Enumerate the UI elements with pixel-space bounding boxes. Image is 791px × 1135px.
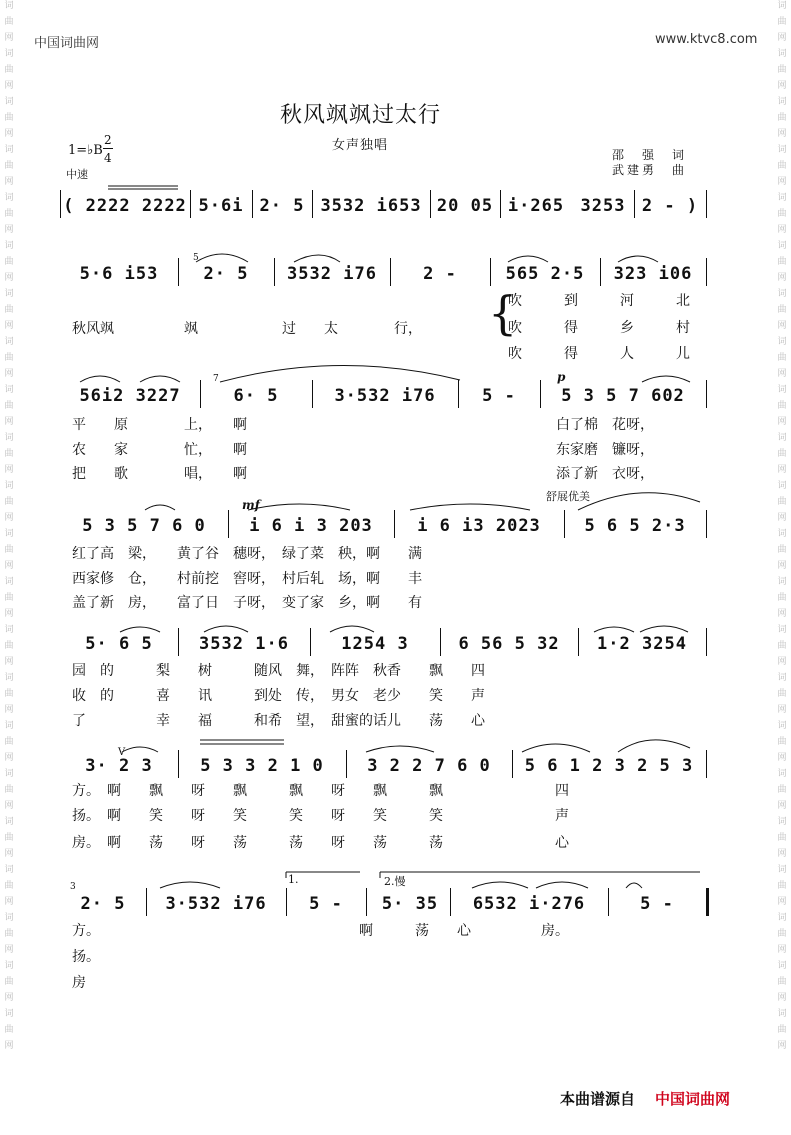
measure: 323 i06 xyxy=(613,264,693,284)
barline xyxy=(394,510,395,538)
watermark-char: 词 xyxy=(4,97,14,107)
lyric-row3-verse3: 盖了新 房， 富了日 子呀， 变了家 乡，啊 有 xyxy=(72,595,422,611)
measure: 1254 3 xyxy=(341,634,409,654)
watermark-char: 网 xyxy=(4,897,14,907)
time-signature-top: 2 xyxy=(104,133,112,147)
watermark-char: 曲 xyxy=(777,65,787,75)
lyric-row2-verse1-left: 平 原 上， 啊 xyxy=(72,417,247,433)
watermark-char: 词 xyxy=(4,673,14,683)
watermark-char: 曲 xyxy=(4,545,14,555)
watermark-char: 网 xyxy=(4,81,14,91)
barline xyxy=(430,190,431,218)
barline xyxy=(60,190,61,218)
barline xyxy=(178,628,179,656)
left-watermark-column xyxy=(2,0,16,1135)
watermark-char: 网 xyxy=(777,513,787,523)
watermark-char: 曲 xyxy=(4,305,14,315)
watermark-char: 网 xyxy=(4,513,14,523)
watermark-char: 曲 xyxy=(4,17,14,27)
watermark-char: 网 xyxy=(777,33,787,43)
measure: 6532 i·276 xyxy=(472,894,586,914)
slur xyxy=(248,504,350,510)
watermark-char: 曲 xyxy=(4,161,14,171)
slur xyxy=(160,882,220,888)
volta-second-ending: 2.慢 xyxy=(384,875,406,888)
watermark-char: 网 xyxy=(777,1041,787,1051)
watermark-char: 网 xyxy=(777,609,787,619)
watermark-char: 曲 xyxy=(777,17,787,27)
watermark-char: 曲 xyxy=(777,977,787,987)
measure: 3532 i653 xyxy=(320,196,422,216)
measure: 6 56 5 32 xyxy=(458,634,560,654)
lyric-row5-verse3: 房。 啊 荡 呀 荡 荡 呀 荡 荡 心 xyxy=(72,835,569,851)
slur xyxy=(80,376,120,382)
watermark-char: 词 xyxy=(777,913,787,923)
barline xyxy=(706,190,707,218)
measure: 5 6 5 2·3 xyxy=(584,516,686,536)
watermark-char: 网 xyxy=(4,753,14,763)
watermark-char: 曲 xyxy=(4,593,14,603)
watermark-char: 词 xyxy=(4,1,14,11)
watermark-char: 词 xyxy=(4,817,14,827)
watermark-char: 词 xyxy=(4,577,14,587)
lyric-row2-verse3-right: 添了新 衣呀， xyxy=(556,466,654,482)
watermark-char: 网 xyxy=(4,561,14,571)
watermark-char: 曲 xyxy=(777,641,787,651)
watermark-char: 曲 xyxy=(777,161,787,171)
expression-marking: 舒展优美 xyxy=(546,490,590,503)
watermark-char: 网 xyxy=(4,1041,14,1051)
watermark-char: 词 xyxy=(777,673,787,683)
barline xyxy=(706,628,707,656)
slur xyxy=(642,376,690,382)
watermark-char: 网 xyxy=(777,129,787,139)
watermark-char: 网 xyxy=(777,561,787,571)
watermark-char: 曲 xyxy=(777,305,787,315)
slur xyxy=(145,505,175,510)
slur xyxy=(536,882,588,888)
slur xyxy=(522,744,590,752)
barline xyxy=(286,888,287,916)
watermark-char: 词 xyxy=(4,481,14,491)
lyric-row5-verse2: 扬。 啊 笑 呀 笑 笑 呀 笑 笑 声 xyxy=(72,808,569,824)
measure: 3532 1·6 xyxy=(199,634,289,654)
watermark-char: 曲 xyxy=(777,449,787,459)
watermark-char: 曲 xyxy=(4,833,14,843)
measure: 5· 35 xyxy=(381,894,439,914)
barline xyxy=(228,510,229,538)
watermark-char: 网 xyxy=(4,177,14,187)
watermark-char: 词 xyxy=(777,1,787,11)
watermark-char: 词 xyxy=(4,49,14,59)
watermark-char: 曲 xyxy=(4,65,14,75)
watermark-char: 网 xyxy=(4,945,14,955)
watermark-char: 词 xyxy=(4,337,14,347)
lyric-row1-verse1: 吹 到 河 北 xyxy=(508,293,690,309)
barline xyxy=(178,258,179,286)
barline xyxy=(190,190,191,218)
watermark-char: 网 xyxy=(777,657,787,667)
watermark-char: 词 xyxy=(4,625,14,635)
barline xyxy=(312,380,313,408)
key-signature: 1=♭B xyxy=(68,143,103,158)
watermark-char: 曲 xyxy=(4,737,14,747)
barline xyxy=(706,258,707,286)
watermark-char: 曲 xyxy=(4,977,14,987)
lyric-row6-line2: 扬。 xyxy=(72,949,100,965)
barline xyxy=(512,750,513,778)
watermark-char: 网 xyxy=(777,945,787,955)
measure: 2· 5 xyxy=(259,196,305,216)
verse-brace: { xyxy=(488,286,518,340)
watermark-char: 网 xyxy=(4,321,14,331)
barline xyxy=(252,190,253,218)
barline xyxy=(458,380,459,408)
watermark-char: 曲 xyxy=(777,1025,787,1035)
watermark-char: 词 xyxy=(777,769,787,779)
slur xyxy=(140,376,180,382)
watermark-char: 网 xyxy=(777,705,787,715)
lyric-row2-verse2-left: 农 家 忙， 啊 xyxy=(72,442,247,458)
barline xyxy=(146,888,147,916)
slur xyxy=(330,626,374,632)
measure: 5 - xyxy=(482,386,516,406)
dynamic-mf: mf xyxy=(242,498,260,512)
lyric-row2-verse3-left: 把 歌 唱， 啊 xyxy=(72,466,247,482)
barline xyxy=(634,190,635,218)
barline xyxy=(366,888,367,916)
watermark-char: 网 xyxy=(777,225,787,235)
lyric-row1-main: 秋风飒 飒 过 太 行， xyxy=(72,321,422,337)
right-watermark-column xyxy=(775,0,789,1135)
lyric-row2-verse2-right: 东家磨 镰呀， xyxy=(556,442,654,458)
measure: i 6 i 3 203 xyxy=(249,516,373,536)
measure: 2· 5 xyxy=(80,894,126,914)
grace-note-5: 5 xyxy=(193,253,199,263)
watermark-char: 曲 xyxy=(777,257,787,267)
watermark-char: 曲 xyxy=(4,689,14,699)
slur xyxy=(594,627,634,632)
barline xyxy=(706,888,709,916)
watermark-char: 曲 xyxy=(4,401,14,411)
lyric-row4-verse1: 园 的 梨 树 随风 舞， 阵阵 秋香 飘 四 xyxy=(72,663,485,679)
measure: 5·6i xyxy=(198,196,244,216)
slur xyxy=(578,493,700,510)
barline xyxy=(440,628,441,656)
barline xyxy=(706,510,707,538)
watermark-char: 曲 xyxy=(4,209,14,219)
barline xyxy=(450,888,451,916)
time-signature-line xyxy=(103,148,113,149)
measure: 5 - xyxy=(640,894,674,914)
footer-brand[interactable]: 中国词曲网 xyxy=(655,1090,731,1108)
slur xyxy=(196,254,248,262)
watermark-char: 曲 xyxy=(777,785,787,795)
measure: 565 2·5 xyxy=(505,264,585,284)
watermark-char: 词 xyxy=(4,385,14,395)
watermark-char: 词 xyxy=(777,865,787,875)
watermark-char: 词 xyxy=(4,769,14,779)
watermark-char: 曲 xyxy=(4,881,14,891)
barline xyxy=(274,258,275,286)
watermark-char: 词 xyxy=(777,49,787,59)
watermark-char: 网 xyxy=(4,129,14,139)
watermark-char: 网 xyxy=(4,993,14,1003)
measure: 5 - xyxy=(309,894,343,914)
watermark-char: 词 xyxy=(4,433,14,443)
watermark-char: 曲 xyxy=(777,881,787,891)
measure: 5 3 5 7 602 xyxy=(561,386,685,406)
barline xyxy=(500,190,501,218)
slur xyxy=(410,504,530,510)
composer-credit: 武建勇 曲 xyxy=(612,163,688,177)
measure: 2 - xyxy=(423,264,457,284)
watermark-char: 词 xyxy=(777,1009,787,1019)
breath-mark: V xyxy=(118,747,126,758)
watermark-char: 网 xyxy=(4,801,14,811)
watermark-char: 词 xyxy=(4,289,14,299)
watermark-char: 网 xyxy=(777,369,787,379)
lyric-row5-verse1: 方。 啊 飘 呀 飘 飘 呀 飘 飘 四 xyxy=(72,783,569,799)
watermark-char: 词 xyxy=(4,1009,14,1019)
watermark-char: 词 xyxy=(4,913,14,923)
measure: 2 - ) xyxy=(641,196,699,216)
watermark-char: 曲 xyxy=(4,641,14,651)
watermark-char: 曲 xyxy=(777,545,787,555)
watermark-char: 网 xyxy=(4,33,14,43)
fermata xyxy=(626,883,642,888)
watermark-char: 曲 xyxy=(4,785,14,795)
lyric-row6-line3: 房 xyxy=(72,975,86,991)
barline xyxy=(312,190,313,218)
watermark-char: 词 xyxy=(4,865,14,875)
watermark-char: 词 xyxy=(777,577,787,587)
lyric-row2-verse1-right: 白了棉 花呀， xyxy=(556,417,654,433)
watermark-char: 网 xyxy=(4,657,14,667)
lyric-row3-verse1: 红了高 梁， 黄了谷 穗呀， 绿了菜 秧，啊 满 xyxy=(72,546,422,562)
watermark-char: 网 xyxy=(777,753,787,763)
watermark-char: 曲 xyxy=(777,833,787,843)
lyric-row4-verse2: 收 的 喜 讯 到处 传， 男女 老少 笑 声 xyxy=(72,688,485,704)
slur xyxy=(122,747,158,752)
watermark-char: 曲 xyxy=(4,1025,14,1035)
barline xyxy=(706,750,707,778)
slur xyxy=(640,626,688,632)
song-subtitle: 女声独唱 xyxy=(332,138,389,153)
watermark-char: 网 xyxy=(4,705,14,715)
measure: i 6 i3 2023 xyxy=(417,516,541,536)
measure: 3·532 i76 xyxy=(334,386,436,406)
watermark-char: 词 xyxy=(777,385,787,395)
watermark-char: 词 xyxy=(4,241,14,251)
time-signature-bottom: 4 xyxy=(104,151,112,165)
slur xyxy=(366,746,434,752)
measure: 1·2 3254 xyxy=(597,634,687,654)
watermark-char: 网 xyxy=(777,465,787,475)
watermark-char: 曲 xyxy=(777,497,787,507)
measure: 5·6 i53 xyxy=(79,264,159,284)
barline xyxy=(390,258,391,286)
footer-source xyxy=(560,1088,730,1109)
barline xyxy=(540,380,541,408)
watermark-char: 网 xyxy=(4,465,14,475)
slur xyxy=(508,256,548,262)
measure: 5 6 1 2 3 2 5 3 xyxy=(524,756,694,776)
watermark-char: 曲 xyxy=(4,257,14,267)
watermark-char: 词 xyxy=(777,433,787,443)
watermark-char: 词 xyxy=(777,97,787,107)
barline xyxy=(600,258,601,286)
watermark-char: 词 xyxy=(4,961,14,971)
footer-label: 本曲谱源自 xyxy=(560,1090,636,1108)
watermark-char: 曲 xyxy=(777,929,787,939)
watermark-char: 词 xyxy=(777,817,787,827)
watermark-char: 曲 xyxy=(777,401,787,411)
watermark-char: 网 xyxy=(777,897,787,907)
watermark-char: 词 xyxy=(777,289,787,299)
watermark-char: 词 xyxy=(4,145,14,155)
barline xyxy=(178,750,179,778)
watermark-char: 曲 xyxy=(777,593,787,603)
measure: 3532 i76 xyxy=(287,264,377,284)
slur xyxy=(120,627,160,632)
lyric-row1-verse2: 吹 得 乡 村 xyxy=(508,320,690,336)
watermark-char: 曲 xyxy=(4,929,14,939)
barline xyxy=(310,628,311,656)
watermark-char: 词 xyxy=(777,193,787,203)
watermark-char: 词 xyxy=(777,337,787,347)
watermark-char: 网 xyxy=(4,609,14,619)
watermark-char: 曲 xyxy=(777,209,787,219)
barline xyxy=(706,380,707,408)
barline xyxy=(490,258,491,286)
measure: i·265 xyxy=(507,196,565,216)
watermark-char: 曲 xyxy=(777,737,787,747)
barline xyxy=(578,628,579,656)
watermark-char: 曲 xyxy=(4,449,14,459)
watermark-char: 网 xyxy=(777,417,787,427)
watermark-char: 词 xyxy=(777,241,787,251)
watermark-char: 网 xyxy=(777,849,787,859)
watermark-char: 曲 xyxy=(777,353,787,363)
lyric-row3-verse2: 西家修 仓， 村前挖 窖呀， 村后轧 场，啊 丰 xyxy=(72,571,422,587)
slur xyxy=(294,255,340,262)
watermark-char: 词 xyxy=(777,625,787,635)
watermark-char: 网 xyxy=(777,81,787,91)
slur xyxy=(220,365,460,382)
measure: 5 3 3 2 1 0 xyxy=(200,756,324,776)
barline xyxy=(200,380,201,408)
measure: 3253 xyxy=(580,196,626,216)
lyricist-credit: 邵 强 词 xyxy=(612,148,688,162)
barline xyxy=(564,510,565,538)
measure: 3 2 2 7 6 0 xyxy=(367,756,491,776)
measure: 2· 5 xyxy=(203,264,249,284)
watermark-char: 网 xyxy=(4,225,14,235)
measure: 3·532 i76 xyxy=(165,894,267,914)
watermark-char: 词 xyxy=(777,961,787,971)
watermark-char: 曲 xyxy=(4,353,14,363)
barline xyxy=(608,888,609,916)
watermark-char: 曲 xyxy=(4,497,14,507)
watermark-char: 网 xyxy=(777,273,787,283)
watermark-char: 曲 xyxy=(777,113,787,123)
site-url-top-right: www.ktvc8.com xyxy=(655,32,758,47)
volta-bracket xyxy=(380,872,700,878)
measure: 5· 6 5 xyxy=(85,634,153,654)
slur xyxy=(618,740,690,752)
lyric-row6-line1: 方。 啊 荡 心 房。 xyxy=(72,923,569,939)
lyric-row4-verse3: 了 幸 福 和希 望， 甜蜜的话儿 荡 心 xyxy=(72,713,485,729)
barline xyxy=(346,750,347,778)
grace-note-3: 3 xyxy=(70,882,76,892)
lyric-row1-verse3: 吹 得 人 儿 xyxy=(508,346,690,362)
watermark-char: 词 xyxy=(777,145,787,155)
grace-note-7: 7 xyxy=(213,374,219,384)
watermark-char: 曲 xyxy=(4,113,14,123)
watermark-char: 词 xyxy=(777,721,787,731)
slur xyxy=(618,256,658,262)
site-name-top-left: 中国词曲网 xyxy=(34,36,100,51)
watermark-char: 网 xyxy=(4,849,14,859)
slur xyxy=(204,626,248,632)
watermark-char: 词 xyxy=(4,529,14,539)
watermark-char: 网 xyxy=(4,417,14,427)
song-title: 秋风飒飒过太行 xyxy=(280,103,442,128)
dynamic-p: p xyxy=(557,370,566,384)
watermark-char: 词 xyxy=(4,193,14,203)
volta-first-ending: 1. xyxy=(288,873,299,886)
watermark-char: 网 xyxy=(777,321,787,331)
watermark-char: 网 xyxy=(777,993,787,1003)
measure: 56i2 3227 xyxy=(79,386,181,406)
measure: ( 2222 2222 xyxy=(63,196,187,216)
watermark-char: 网 xyxy=(777,177,787,187)
watermark-char: 网 xyxy=(777,801,787,811)
watermark-char: 网 xyxy=(4,369,14,379)
slur xyxy=(472,882,528,888)
measure: 6· 5 xyxy=(233,386,279,406)
measure: 20 05 xyxy=(436,196,494,216)
measure: 3· 2 3 xyxy=(85,756,153,776)
watermark-char: 网 xyxy=(4,273,14,283)
score-row xyxy=(0,196,791,236)
watermark-char: 词 xyxy=(777,481,787,491)
watermark-char: 词 xyxy=(4,721,14,731)
measure: 5 3 5 7 6 0 xyxy=(82,516,206,536)
watermark-char: 词 xyxy=(777,529,787,539)
tempo-marking: 中速 xyxy=(66,168,88,181)
watermark-char: 曲 xyxy=(777,689,787,699)
